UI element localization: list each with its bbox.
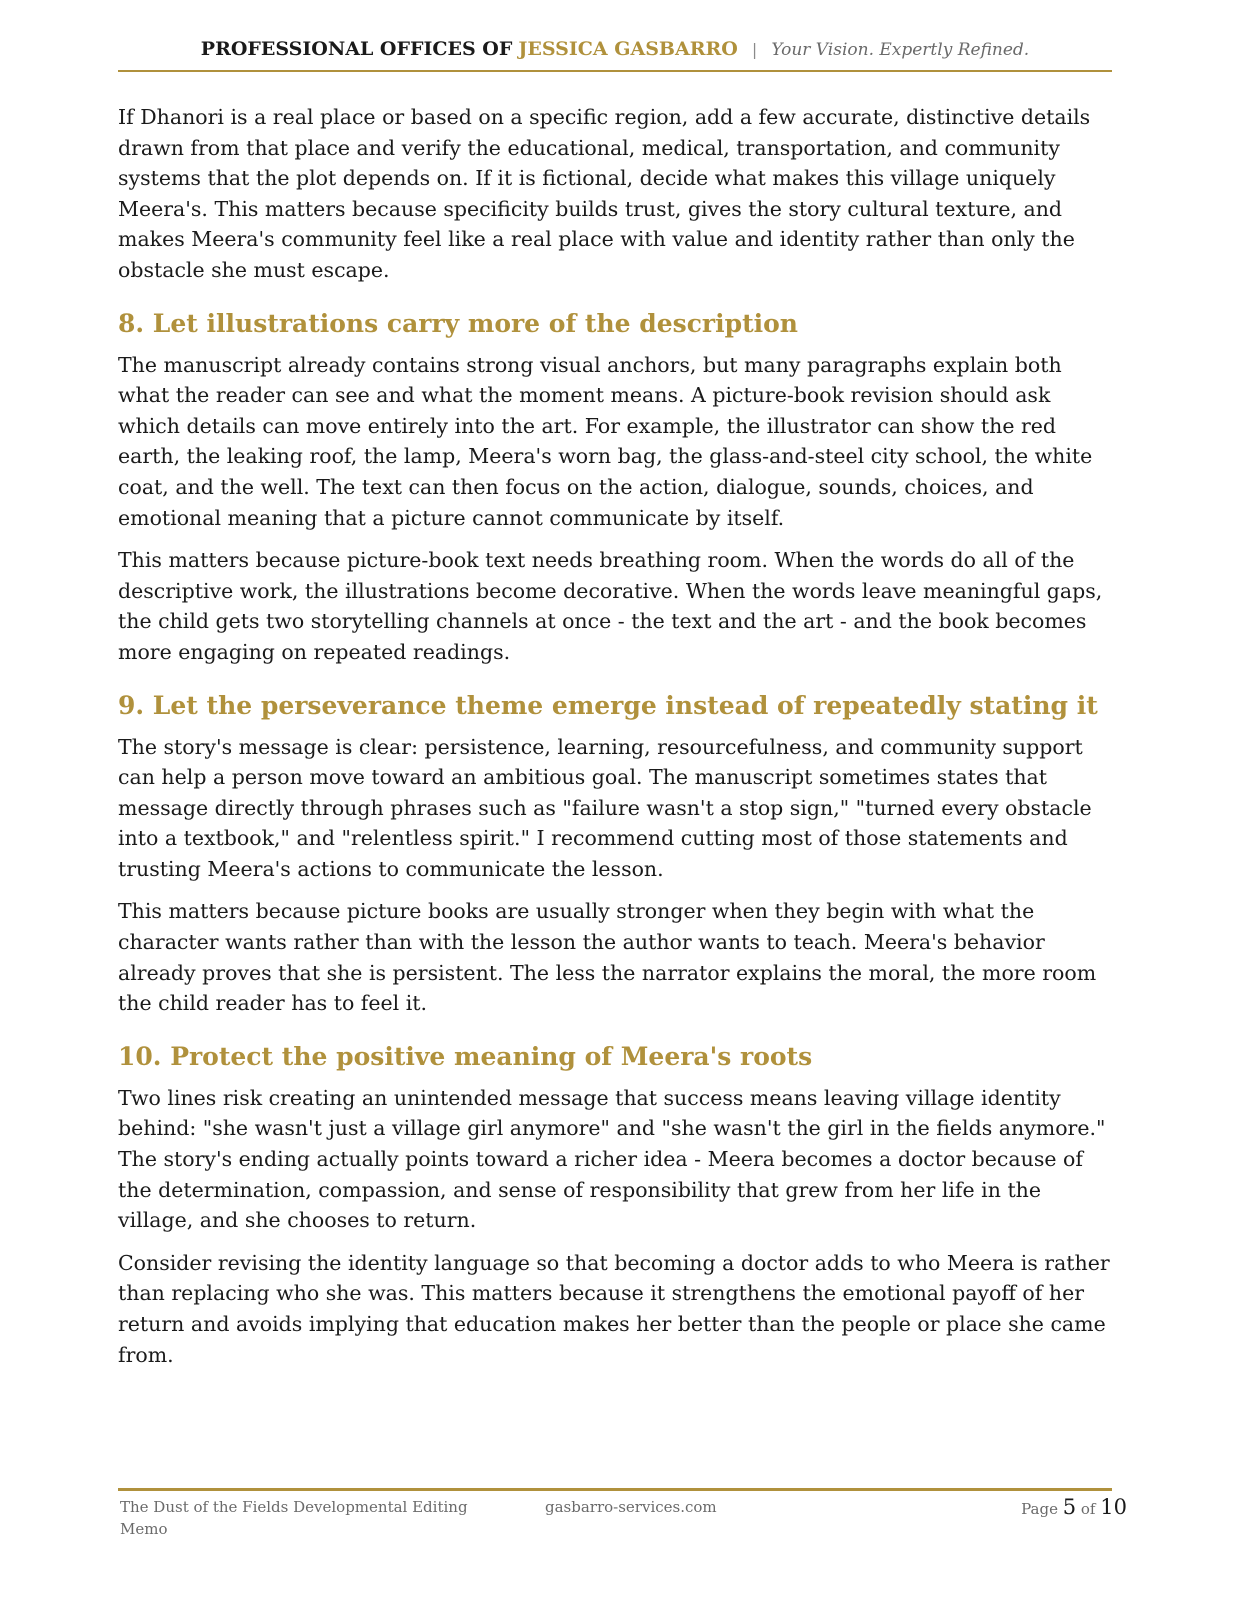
footer-document-title: The Dust of the Fields Developmental Editing Memo [120,1498,468,1538]
page-number [1021,1494,1127,1522]
memo-body [118,102,1112,1382]
footer-divider [118,1488,1112,1491]
header-separator: | [751,40,758,59]
of-word: of [1080,1500,1096,1518]
page-word: Page [1021,1500,1058,1518]
section-8-paragraph-2: This matters because picture-book text needs breathing room. When the words do all of the descriptive work, the illustrations become decorative. When the words leave meaningful gaps, the child gets two storytelling channels at once - the text and the art - and the book becomes more engaging on repeated readings. [118,548,1103,664]
page-total: 10 [1100,1495,1127,1519]
section-9-paragraph-2: This matters because picture books are usually stronger when they begin with what the character wants rather than with the lesson the author wants to teach. Meera's behavior already proves that she is persistent. The less the narrator explains the moral, the more room the child reader has to feel it. [118,899,1097,1016]
footer-website: gasbarro-services.com [545,1498,717,1516]
section-10-paragraph-2: Consider revising the identity language so that becoming a doctor adds to who Meera is rather than replacing who she was. This matters because it strengthens the emotional payoff of her return and avoids implying that education makes her better than the people or place she came from. [118,1250,1110,1367]
firm-prefix: PROFESSIONAL OFFICES OF [200,38,513,60]
section-10-paragraph-1: Two lines risk creating an unintended message that success means leaving village identity behind: "she wasn't just a village girl anymore" and "she wasn't the girl in the fields anymore." The story's ending actually points toward a richer idea - Meera becomes a doctor because of the determination, compassion, and sense of responsibility that grew from her life in the village, and she chooses to return. [118,1085,1106,1233]
page-current: 5 [1062,1495,1077,1519]
section-heading-10: 10. Protect the positive meaning of Meera's roots [118,1041,813,1071]
intro-paragraph: If Dhanori is a real place or based on a specific region, add a few accurate, distinctive details drawn from that place and verify the educational, medical, transportation, and community systems that the plot depends on. If it is fictional, decide what makes this village uniquely Meera's. This matters because specificity builds trust, gives the story cultural texture, and makes Meera's community feel like a real place with value and identity rather than only the obstacle she must escape. [118,105,1091,282]
page-header [118,36,1112,72]
firm-name: JESSICA GASBARRO [518,38,738,60]
section-heading-8: 8. Let illustrations carry more of the description [118,308,798,338]
section-heading-9: 9. Let the perseverance theme emerge instead of repeatedly stating it [118,690,1098,720]
section-9-paragraph-1: The story's message is clear: persistence, learning, resourcefulness, and community support can help a person move toward an ambitious goal. The manuscript sometimes states that message directly through phrases such as "failure wasn't a stop sign," "turned every obstacle into a textbook," and "relentless spirit." I recommend cutting most of those statements and trusting Meera's actions to communicate the lesson. [118,734,1092,881]
section-8-paragraph-1: The manuscript already contains strong visual anchors, but many paragraphs explain both what the reader can see and what the moment means. A picture-book revision should ask which details can move entirely into the art. For example, the illustrator can show the red earth, the leaking roof, the lamp, Meera's worn bag, the glass-and-steel city school, the white coat, and the well. The text can then focus on the action, dialogue, sounds, choices, and emotional meaning that a picture cannot communicate by itself. [118,352,1093,530]
tagline: Your Vision. Expertly Refined. [771,40,1030,60]
